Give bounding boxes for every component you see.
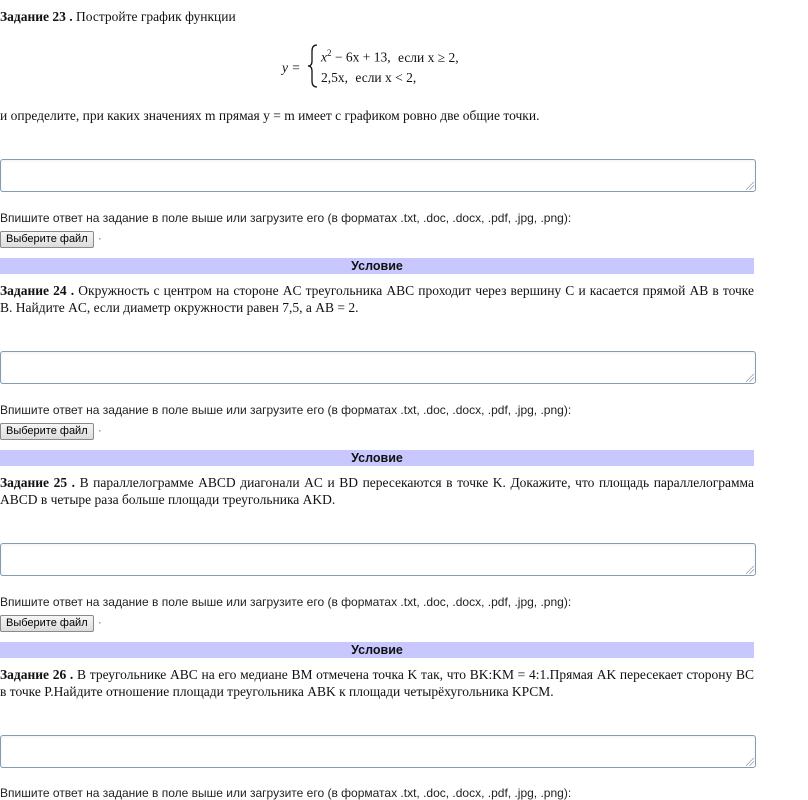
choose-file-button-24[interactable]: Выберите файл [0, 423, 94, 440]
choose-file-button-23[interactable]: Выберите файл [0, 231, 94, 248]
resize-grip-icon[interactable] [746, 566, 754, 574]
task-23-formula [282, 44, 482, 90]
task-24 [0, 282, 754, 316]
answer-textarea-24[interactable] [1, 352, 755, 383]
no-file-marker-24: · [98, 425, 102, 437]
condition-toggle-25[interactable]: Условие [0, 450, 754, 466]
answer-field-24[interactable] [0, 351, 756, 384]
answer-field-26[interactable] [0, 735, 756, 768]
upload-hint-26: Впишите ответ на задание в поле выше или загрузите его (в форматах .txt, .doc, .docx, .pdf, .jpg, .png): [0, 786, 572, 800]
formula-brace [307, 44, 319, 88]
no-file-marker-23: · [98, 233, 102, 245]
upload-hint-25: Впишите ответ на задание в поле выше или загрузите его (в форматах .txt, .doc, .docx, .pdf, .jpg, .png): [0, 595, 572, 609]
task-23-number: Задание 23 . [0, 9, 73, 24]
formula-case-2: 2,5x, если x < 2, [321, 70, 417, 85]
condition-toggle-24[interactable]: Условие [0, 258, 754, 274]
task-24-number: Задание 24 . [0, 283, 75, 298]
resize-grip-icon[interactable] [746, 182, 754, 190]
task-25-text: В параллелограмме ABCD диагонали AC и BD пересекаются в точке K. Докажите, что площадь параллелограмма ABCD в четыре раза больше площади треугольника AKD. [0, 475, 754, 507]
task-26 [0, 666, 754, 700]
resize-grip-icon[interactable] [746, 758, 754, 766]
condition-toggle-26[interactable]: Условие [0, 642, 754, 658]
task-26-number: Задание 26 . [0, 667, 74, 682]
task-26-text: В треугольнике ABC на его медиане BM отмечена точка K так, что BK:KM = 4:1.Прямая AK пересекает сторону BC в точке P.Найдите отношение площади треугольника ABK к площади четырёхугольника KPCM. [0, 667, 754, 699]
upload-hint-23: Впишите ответ на задание в поле выше или загрузите его (в форматах .txt, .doc, .docx, .pdf, .jpg, .png): [0, 211, 572, 225]
task-23-intro [0, 8, 754, 25]
answer-field-23[interactable] [0, 159, 756, 192]
answer-textarea-25[interactable] [1, 544, 755, 575]
formula-y-eq: y = [282, 60, 301, 75]
answer-textarea-23[interactable] [1, 160, 755, 191]
no-file-marker-25: · [98, 617, 102, 629]
task-23-intro-text: Постройте график функции [76, 9, 236, 24]
task-25 [0, 474, 754, 508]
task-25-number: Задание 25 . [0, 475, 76, 490]
answer-field-25[interactable] [0, 543, 756, 576]
upload-hint-24: Впишите ответ на задание в поле выше или загрузите его (в форматах .txt, .doc, .docx, .pdf, .jpg, .png): [0, 403, 572, 417]
resize-grip-icon[interactable] [746, 374, 754, 382]
formula-case-1: $x^2 - 6x + 13$, если x ≥ 2, [321, 48, 459, 65]
choose-file-button-25[interactable]: Выберите файл [0, 615, 94, 632]
task-23-question: и определите, при каких значениях m прямая y = m имеет с графиком ровно две общие точки. [0, 108, 540, 123]
answer-textarea-26[interactable] [1, 736, 755, 767]
task-24-text: Окружность с центром на стороне AC треугольника ABC проходит через вершину C и касается прямой AB в точке B. Найдите AC, если диаметр окружности равен 7,5, а AB = 2. [0, 283, 755, 315]
